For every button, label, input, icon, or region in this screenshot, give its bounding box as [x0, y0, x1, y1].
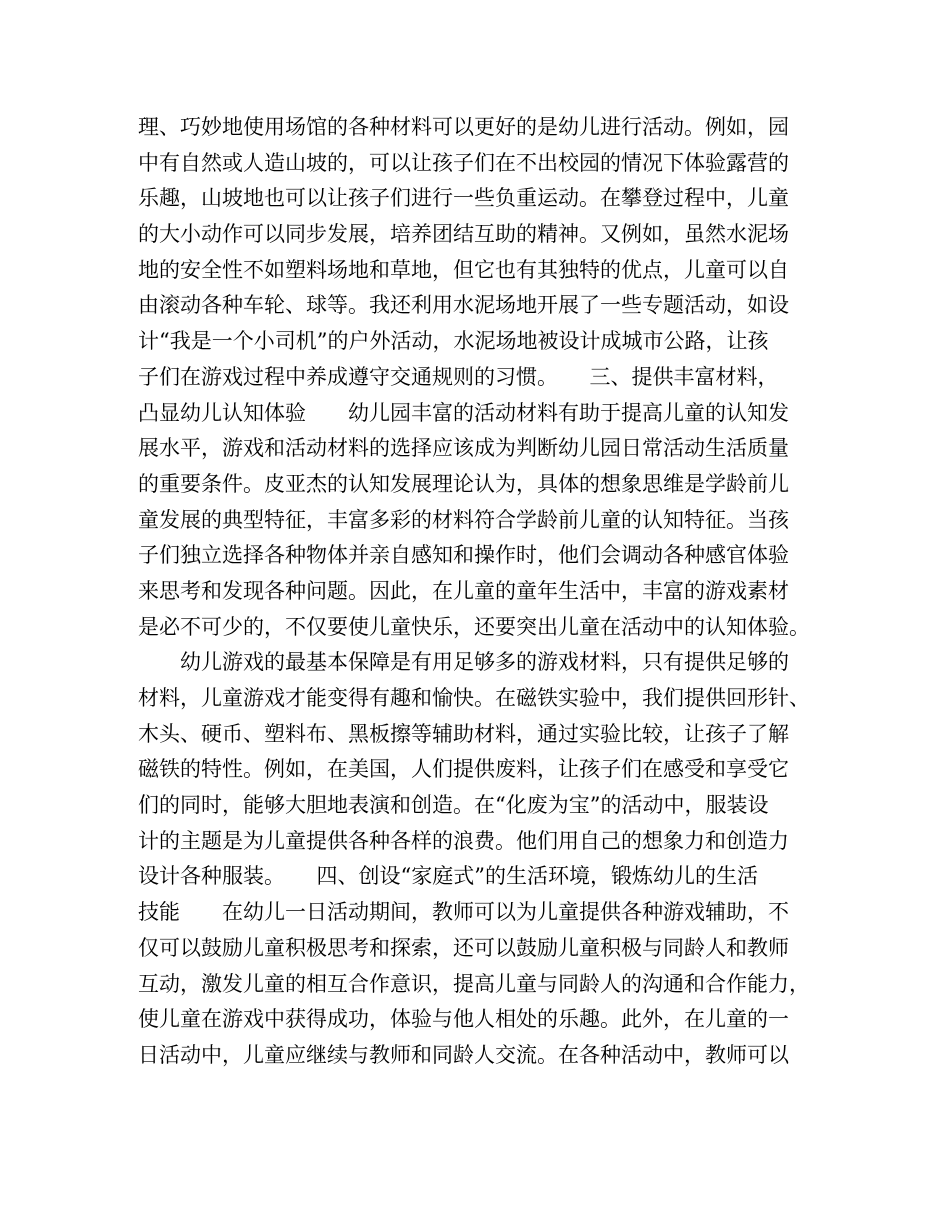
text-line-15: 是必不可少的，不仅要使儿童快乐，还要突出儿童在活动中的认知体验。	[138, 614, 810, 639]
text-line-7: 计“我是一个小司机”的户外活动，水泥场地被设计成城市公路，让孩	[138, 329, 769, 354]
text-line-2: 中有自然或人造山坡的，可以让孩子们在不出校园的情况下体验露营的	[138, 150, 789, 175]
text-line-12: 童发展的典型特征，丰富多彩的材料符合学龄前儿童的认知特征。当孩	[138, 507, 789, 532]
text-line-14: 来思考和发现各种问题。因此，在儿童的童年生活中，丰富的游戏素材	[138, 578, 789, 603]
text-line-6: 由滚动各种车轮、球等。我还利用水泥场地开展了一些专题活动，如设	[138, 293, 789, 318]
text-line-22: 设计各种服装。 四、创设“家庭式”的生活环境，锻炼幼儿的生活	[138, 864, 758, 889]
text-line-3: 乐趣，山坡地也可以让孩子们进行一些负重运动。在攀登过程中，儿童	[138, 186, 789, 211]
text-line-21: 计的主题是为儿童提供各种各样的浪费。他们用自己的想象力和创造力	[138, 828, 789, 853]
text-line-25: 互动，激发儿童的相互合作意识，提高儿童与同龄人的沟通和合作能力，	[138, 971, 810, 996]
text-line-1: 理、巧妙地使用场馆的各种材料可以更好的是幼儿进行活动。例如，园	[138, 115, 789, 139]
text-line-4: 的大小动作可以同步发展，培养团结互助的精神。又例如，虽然水泥场	[138, 222, 789, 247]
text-line-20: 们的同时，能够大胆地表演和创造。在“化废为宝”的活动中，服装设	[138, 793, 769, 818]
text-line-13: 子们独立选择各种物体并亲自感知和操作时，他们会调动各种感官体验	[138, 543, 789, 568]
text-line-11: 的重要条件。皮亚杰的认知发展理论认为，具体的想象思维是学龄前儿	[138, 471, 789, 496]
text-line-27: 日活动中，儿童应继续与教师和同龄人交流。在各种活动中，教师可以	[138, 1042, 789, 1067]
document-body	[138, 110, 818, 1074]
text-line-10: 展水平，游戏和活动材料的选择应该成为判断幼儿园日常活动生活质量	[138, 436, 789, 461]
text-line-24: 仅可以鼓励儿童积极思考和探索，还可以鼓励儿童积极与同龄人和教师	[138, 935, 789, 960]
text-line-8: 子们在游戏过程中养成遵守交通规则的习惯。 三、提供丰富材料，	[138, 364, 779, 389]
text-line-17: 材料，儿童游戏才能变得有趣和愉快。在磁铁实验中，我们提供回形针、	[138, 686, 810, 710]
text-line-26: 使儿童在游戏中获得成功，体验与他人相处的乐趣。此外，在儿童的一	[138, 1007, 789, 1032]
text-line-19: 磁铁的特性。例如，在美国，人们提供废料，让孩子们在感受和享受它	[138, 757, 789, 782]
text-line-18: 木头、硬币、塑料布、黑板擦等辅助材料，通过实验比较，让孩子了解	[138, 721, 789, 746]
text-line-9: 凸显幼儿认知体验 幼儿园丰富的活动材料有助于提高儿童的认知发	[138, 400, 789, 425]
text-line-5: 地的安全性不如塑料场地和草地，但它也有其独特的优点，儿童可以自	[138, 257, 789, 282]
paragraph-start-line: 幼儿游戏的最基本保障是有用足够多的游戏材料，只有提供足够的	[180, 650, 789, 675]
text-line-23: 技能 在幼儿一日活动期间，教师可以为儿童提供各种游戏辅助，不	[138, 900, 789, 925]
